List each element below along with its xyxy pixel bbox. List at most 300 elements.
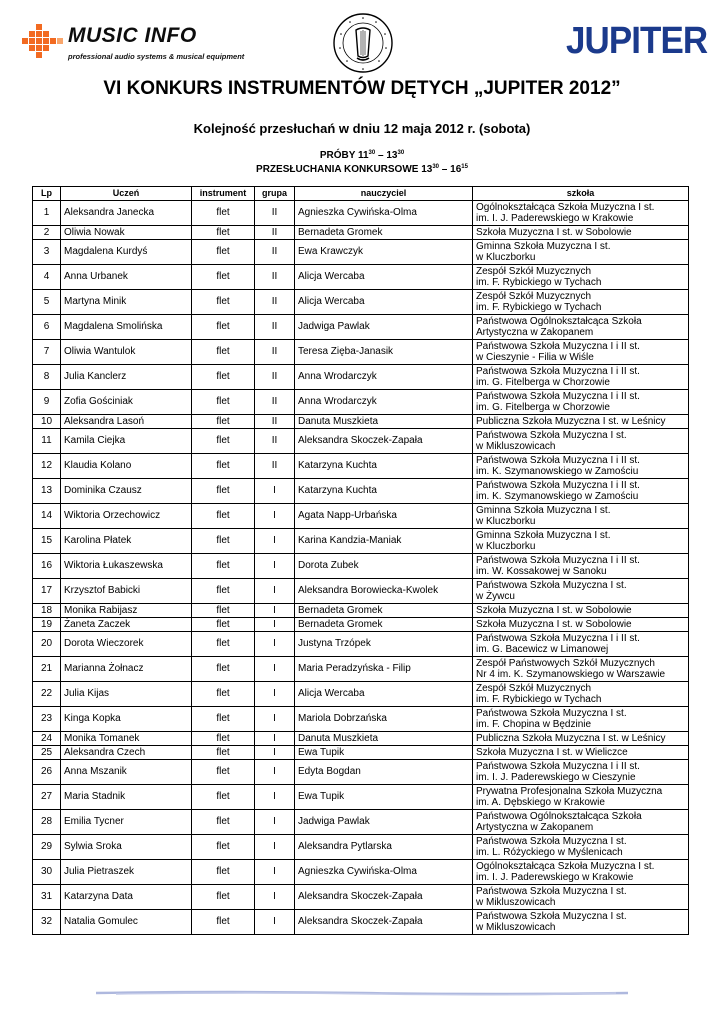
table-row <box>33 657 689 682</box>
szkola-line-1: Zespół Szkół Muzycznych <box>476 290 592 302</box>
table-header-row <box>33 187 689 201</box>
szkola-line-2: im. G. Bacewicz w Limanowej <box>476 644 609 655</box>
cell-nauczyciel: Edyta Bogdan <box>295 760 473 785</box>
table-row <box>33 810 689 835</box>
table-row <box>33 682 689 707</box>
cell-instrument: flet <box>192 732 255 746</box>
cell-instrument: flet <box>192 365 255 390</box>
cell-instrument: flet <box>192 554 255 579</box>
szkola-line-1: Publiczna Szkoła Muzyczna I st. w Leśnicy <box>476 415 666 427</box>
cell-uczen: Martyna Minik <box>61 290 192 315</box>
cell-grupa: I <box>255 810 295 835</box>
cell-lp: 6 <box>33 315 61 340</box>
cell-szkola <box>473 657 689 682</box>
cell-nauczyciel: Anna Wrodarczyk <box>295 365 473 390</box>
cell-uczen: Monika Tomanek <box>61 732 192 746</box>
cell-lp: 21 <box>33 657 61 682</box>
cell-nauczyciel: Bernadeta Gromek <box>295 226 473 240</box>
cell-szkola <box>473 554 689 579</box>
table-row <box>33 240 689 265</box>
cell-instrument: flet <box>192 504 255 529</box>
cell-instrument: flet <box>192 529 255 554</box>
szkola-line-2: im. F. Rybickiego w Tychach <box>476 694 602 705</box>
footer-decorative-line <box>96 990 628 996</box>
cell-uczen: Karolina Płatek <box>61 529 192 554</box>
table-row <box>33 201 689 226</box>
table-row <box>33 885 689 910</box>
table-row <box>33 365 689 390</box>
table-body <box>33 201 689 935</box>
cell-nauczyciel: Katarzyna Kuchta <box>295 479 473 504</box>
table-row <box>33 265 689 290</box>
cell-szkola <box>473 226 689 240</box>
szkola-line-1: Państwowa Szkoła Muzyczna I st. <box>476 910 627 922</box>
szkola-line-2: im. F. Rybickiego w Tychach <box>476 302 602 313</box>
cell-szkola <box>473 504 689 529</box>
cell-lp: 32 <box>33 910 61 935</box>
szkola-line-1: Szkoła Muzyczna I st. w Sobolowie <box>476 618 632 630</box>
cell-nauczyciel: Teresa Zięba-Janasik <box>295 340 473 365</box>
cell-nauczyciel: Mariola Dobrzańska <box>295 707 473 732</box>
szkola-line-1: Państwowa Szkoła Muzyczna I st. <box>476 429 627 441</box>
table-row <box>33 835 689 860</box>
cell-lp: 14 <box>33 504 61 529</box>
szkola-line-1: Państwowa Ogólnokształcąca Szkoła <box>476 315 642 327</box>
cell-szkola <box>473 429 689 454</box>
cell-grupa: I <box>255 604 295 618</box>
cell-uczen: Zofia Gościniak <box>61 390 192 415</box>
table-row <box>33 315 689 340</box>
cell-instrument: flet <box>192 579 255 604</box>
cell-uczen: Aleksandra Janecka <box>61 201 192 226</box>
cell-uczen: Aleksandra Czech <box>61 746 192 760</box>
cell-szkola <box>473 707 689 732</box>
szkola-line-1: Gminna Szkoła Muzyczna I st. <box>476 240 611 252</box>
cell-uczen: Wiktoria Łukaszewska <box>61 554 192 579</box>
cell-instrument: flet <box>192 785 255 810</box>
cell-szkola <box>473 885 689 910</box>
cell-nauczyciel: Ewa Tupik <box>295 746 473 760</box>
cell-instrument: flet <box>192 632 255 657</box>
cell-lp: 13 <box>33 479 61 504</box>
cell-instrument: flet <box>192 618 255 632</box>
szkola-line-1: Państwowa Szkoła Muzyczna I i II st. <box>476 632 640 644</box>
szkola-line-1: Szkoła Muzyczna I st. w Sobolowie <box>476 604 632 616</box>
cell-uczen: Dominika Czausz <box>61 479 192 504</box>
cell-lp: 29 <box>33 835 61 860</box>
table-row <box>33 707 689 732</box>
szkola-line-2: w Żywcu <box>476 591 515 602</box>
cell-grupa: I <box>255 682 295 707</box>
cell-instrument: flet <box>192 240 255 265</box>
cell-nauczyciel: Bernadeta Gromek <box>295 618 473 632</box>
cell-szkola <box>473 618 689 632</box>
cell-nauczyciel: Jadwiga Pawlak <box>295 315 473 340</box>
cell-uczen: Wiktoria Orzechowicz <box>61 504 192 529</box>
cell-instrument: flet <box>192 315 255 340</box>
cell-lp: 16 <box>33 554 61 579</box>
cell-instrument: flet <box>192 707 255 732</box>
cell-grupa: I <box>255 618 295 632</box>
cell-uczen: Magdalena Kurdyś <box>61 240 192 265</box>
table-row <box>33 390 689 415</box>
cell-uczen: Anna Mszanik <box>61 760 192 785</box>
cell-grupa: II <box>255 429 295 454</box>
cell-instrument: flet <box>192 835 255 860</box>
cell-lp: 23 <box>33 707 61 732</box>
szkola-line-2: w Kluczborku <box>476 252 536 263</box>
cell-uczen: Oliwia Wantulok <box>61 340 192 365</box>
szkola-line-2: w Mikluszowicach <box>476 922 556 933</box>
cell-nauczyciel: Anna Wrodarczyk <box>295 390 473 415</box>
table-row <box>33 429 689 454</box>
cell-lp: 17 <box>33 579 61 604</box>
cell-grupa: I <box>255 504 295 529</box>
cell-lp: 8 <box>33 365 61 390</box>
szkola-line-1: Państwowa Szkoła Muzyczna I st. <box>476 885 627 897</box>
cell-uczen: Sylwia Sroka <box>61 835 192 860</box>
szkola-line-2: w Kluczborku <box>476 516 536 527</box>
cell-lp: 30 <box>33 860 61 885</box>
szkola-line-2: w Mikluszowicach <box>476 897 556 908</box>
cell-uczen: Marianna Żołnacz <box>61 657 192 682</box>
col-header-lp: Lp <box>33 187 61 201</box>
cell-grupa: II <box>255 365 295 390</box>
page-header <box>0 12 724 74</box>
cell-grupa: I <box>255 707 295 732</box>
cell-szkola <box>473 340 689 365</box>
cell-uczen: Julia Kijas <box>61 682 192 707</box>
school-seal-icon <box>332 12 394 74</box>
szkola-line-1: Państwowa Szkoła Muzyczna I i II st. <box>476 390 640 402</box>
szkola-line-1: Szkoła Muzyczna I st. w Sobolowie <box>476 226 632 238</box>
cell-grupa: II <box>255 315 295 340</box>
cell-szkola <box>473 479 689 504</box>
cell-lp: 9 <box>33 390 61 415</box>
cell-lp: 25 <box>33 746 61 760</box>
szkola-line-2: Artystyczna w Zakopanem <box>476 327 594 338</box>
cell-grupa: I <box>255 760 295 785</box>
table-row <box>33 732 689 746</box>
cell-instrument: flet <box>192 290 255 315</box>
cell-lp: 31 <box>33 885 61 910</box>
cell-instrument: flet <box>192 604 255 618</box>
cell-nauczyciel: Agnieszka Cywińska-Olma <box>295 201 473 226</box>
cell-uczen: Maria Stadnik <box>61 785 192 810</box>
cell-lp: 22 <box>33 682 61 707</box>
cell-nauczyciel: Agnieszka Cywińska-Olma <box>295 860 473 885</box>
table-row <box>33 746 689 760</box>
music-info-logo <box>22 22 245 68</box>
cell-uczen: Krzysztof Babicki <box>61 579 192 604</box>
cell-lp: 3 <box>33 240 61 265</box>
szkola-line-2: Nr 4 im. K. Szymanowskiego w Warszawie <box>476 669 666 680</box>
szkola-line-2: im. I. J. Paderewskiego w Krakowie <box>476 213 634 224</box>
szkola-line-2: im. I. J. Paderewskiego w Krakowie <box>476 872 634 883</box>
cell-uczen: Aleksandra Lasoń <box>61 415 192 429</box>
cell-uczen: Monika Rabijasz <box>61 604 192 618</box>
cell-grupa: I <box>255 632 295 657</box>
rehearsal-time: PRÓBY $11^{30} - 13^{30}$ <box>319 150 405 161</box>
szkola-line-1: Państwowa Szkoła Muzyczna I st. <box>476 707 627 719</box>
music-info-title: MUSIC INFO <box>68 24 197 47</box>
cell-grupa: II <box>255 290 295 315</box>
table-row <box>33 618 689 632</box>
cell-szkola <box>473 201 689 226</box>
cell-grupa: II <box>255 265 295 290</box>
cell-instrument: flet <box>192 415 255 429</box>
cell-instrument: flet <box>192 429 255 454</box>
cell-lp: 27 <box>33 785 61 810</box>
cell-lp: 2 <box>33 226 61 240</box>
cell-nauczyciel: Justyna Trzópek <box>295 632 473 657</box>
table-row <box>33 860 689 885</box>
cell-nauczyciel: Danuta Muszkieta <box>295 415 473 429</box>
cell-nauczyciel: Ewa Tupik <box>295 785 473 810</box>
cell-lp: 15 <box>33 529 61 554</box>
szkola-line-2: im. F. Chopina w Będzinie <box>476 719 592 730</box>
szkola-line-1: Państwowa Ogólnokształcąca Szkoła <box>476 810 642 822</box>
szkola-line-2: w Mikluszowicach <box>476 441 556 452</box>
cell-szkola <box>473 315 689 340</box>
cell-szkola <box>473 746 689 760</box>
szkola-line-2: im. K. Szymanowskiego w Zamościu <box>476 466 639 477</box>
cell-uczen: Klaudia Kolano <box>61 454 192 479</box>
cell-nauczyciel: Aleksandra Skoczek-Zapała <box>295 429 473 454</box>
cell-grupa: II <box>255 454 295 479</box>
cell-grupa: II <box>255 201 295 226</box>
szkola-line-1: Zespół Państwowych Szkół Muzycznych <box>476 657 655 669</box>
szkola-line-1: Państwowa Szkoła Muzyczna I i II st. <box>476 340 640 352</box>
szkola-line-2: im. G. Fitelberga w Chorzowie <box>476 402 610 413</box>
cell-nauczyciel: Alicja Wercaba <box>295 290 473 315</box>
table-row <box>33 479 689 504</box>
cell-uczen: Kinga Kopka <box>61 707 192 732</box>
table-row <box>33 504 689 529</box>
cell-instrument: flet <box>192 657 255 682</box>
cell-szkola <box>473 529 689 554</box>
cell-uczen: Emilia Tycner <box>61 810 192 835</box>
szkola-line-2: w Kluczborku <box>476 541 536 552</box>
szkola-line-2: im. F. Rybickiego w Tychach <box>476 277 602 288</box>
cell-instrument: flet <box>192 682 255 707</box>
cell-grupa: I <box>255 732 295 746</box>
cell-grupa: I <box>255 479 295 504</box>
cell-uczen: Anna Urbanek <box>61 265 192 290</box>
cell-grupa: I <box>255 746 295 760</box>
cell-lp: 28 <box>33 810 61 835</box>
cell-uczen: Dorota Wieczorek <box>61 632 192 657</box>
cell-szkola <box>473 415 689 429</box>
cell-nauczyciel: Aleksandra Borowiecka-Kwolek <box>295 579 473 604</box>
cell-grupa: II <box>255 390 295 415</box>
cell-nauczyciel: Aleksandra Skoczek-Zapała <box>295 910 473 935</box>
cell-szkola <box>473 732 689 746</box>
szkola-line-1: Państwowa Szkoła Muzyczna I i II st. <box>476 554 640 566</box>
table-row <box>33 579 689 604</box>
cell-uczen: Natalia Gomulec <box>61 910 192 935</box>
cell-grupa: I <box>255 657 295 682</box>
szkola-line-1: Zespół Szkół Muzycznych <box>476 265 592 277</box>
cell-szkola <box>473 632 689 657</box>
table-row <box>33 290 689 315</box>
cell-nauczyciel: Maria Peradzyńska - Filip <box>295 657 473 682</box>
cell-uczen: Magdalena Smolińska <box>61 315 192 340</box>
cell-lp: 10 <box>33 415 61 429</box>
cell-nauczyciel: Ewa Krawczyk <box>295 240 473 265</box>
cell-grupa: I <box>255 785 295 810</box>
cell-szkola <box>473 785 689 810</box>
szkola-line-1: Państwowa Szkoła Muzyczna I i II st. <box>476 365 640 377</box>
table-row <box>33 415 689 429</box>
cell-grupa: II <box>255 340 295 365</box>
cell-szkola <box>473 265 689 290</box>
szkola-line-1: Państwowa Szkoła Muzyczna I st. <box>476 835 627 847</box>
szkola-line-2: im. A. Dębskiego w Krakowie <box>476 797 605 808</box>
cell-nauczyciel: Aleksandra Pytlarska <box>295 835 473 860</box>
szkola-line-2: im. G. Fitelberga w Chorzowie <box>476 377 610 388</box>
cell-szkola <box>473 910 689 935</box>
audition-table <box>32 186 689 935</box>
cell-grupa: II <box>255 240 295 265</box>
cell-szkola <box>473 579 689 604</box>
szkola-line-2: im. L. Różyckiego w Myślenicach <box>476 847 623 858</box>
table-row <box>33 554 689 579</box>
szkola-line-1: Publiczna Szkoła Muzyczna I st. w Leśnicy <box>476 732 666 744</box>
table-row <box>33 760 689 785</box>
table-row <box>33 340 689 365</box>
cell-nauczyciel: Aleksandra Skoczek-Zapała <box>295 885 473 910</box>
cell-szkola <box>473 365 689 390</box>
col-header-grupa: grupa <box>255 187 295 201</box>
cell-nauczyciel: Danuta Muszkieta <box>295 732 473 746</box>
cell-instrument: flet <box>192 760 255 785</box>
cell-lp: 7 <box>33 340 61 365</box>
cell-szkola <box>473 682 689 707</box>
cell-instrument: flet <box>192 265 255 290</box>
cell-nauczyciel: Alicja Wercaba <box>295 265 473 290</box>
szkola-line-1: Zespół Szkół Muzycznych <box>476 682 592 694</box>
cell-szkola <box>473 240 689 265</box>
table-row <box>33 785 689 810</box>
cell-lp: 18 <box>33 604 61 618</box>
cell-lp: 24 <box>33 732 61 746</box>
cell-szkola <box>473 835 689 860</box>
table-row <box>33 454 689 479</box>
cell-grupa: I <box>255 910 295 935</box>
cell-grupa: I <box>255 885 295 910</box>
cell-instrument: flet <box>192 479 255 504</box>
col-header-nauczyciel: nauczyciel <box>295 187 473 201</box>
szkola-line-1: Prywatna Profesjonalna Szkoła Muzyczna <box>476 785 663 797</box>
szkola-line-2: im. I. J. Paderewskiego w Cieszynie <box>476 772 636 783</box>
cell-instrument: flet <box>192 885 255 910</box>
cell-nauczyciel: Jadwiga Pawlak <box>295 810 473 835</box>
szkola-line-2: im. W. Kossakowej w Sanoku <box>476 566 607 577</box>
szkola-line-1: Ogólnokształcąca Szkoła Muzyczna I st. <box>476 860 655 872</box>
cell-szkola <box>473 760 689 785</box>
col-header-szkola: szkoła <box>473 187 689 201</box>
cell-nauczyciel: Dorota Zubek <box>295 554 473 579</box>
table-row <box>33 910 689 935</box>
cell-instrument: flet <box>192 390 255 415</box>
cell-grupa: I <box>255 579 295 604</box>
cell-uczen: Kamila Ciejka <box>61 429 192 454</box>
cell-lp: 26 <box>33 760 61 785</box>
cell-lp: 19 <box>33 618 61 632</box>
cell-instrument: flet <box>192 910 255 935</box>
cell-instrument: flet <box>192 201 255 226</box>
cell-grupa: I <box>255 835 295 860</box>
szkola-line-2: im. K. Szymanowskiego w Zamościu <box>476 491 639 502</box>
cell-uczen: Katarzyna Data <box>61 885 192 910</box>
szkola-line-2: Artystyczna w Zakopanem <box>476 822 594 833</box>
cell-grupa: II <box>255 226 295 240</box>
music-info-subtitle: professional audio systems & musical equipment <box>68 52 245 61</box>
szkola-line-1: Państwowa Szkoła Muzyczna I i II st. <box>476 479 640 491</box>
cell-instrument: flet <box>192 454 255 479</box>
cell-nauczyciel: Alicja Wercaba <box>295 682 473 707</box>
cell-lp: 12 <box>33 454 61 479</box>
cell-szkola <box>473 390 689 415</box>
szkola-line-1: Państwowa Szkoła Muzyczna I i II st. <box>476 760 640 772</box>
cell-uczen: Julia Kanclerz <box>61 365 192 390</box>
cell-nauczyciel: Katarzyna Kuchta <box>295 454 473 479</box>
table-row <box>33 632 689 657</box>
col-header-uczen: Uczeń <box>61 187 192 201</box>
cell-nauczyciel: Karina Kandzia-Maniak <box>295 529 473 554</box>
table-row <box>33 529 689 554</box>
cell-lp: 5 <box>33 290 61 315</box>
cell-lp: 1 <box>33 201 61 226</box>
cell-uczen: Julia Pietraszek <box>61 860 192 885</box>
jupiter-logo: JUPITER <box>566 20 708 62</box>
cell-szkola <box>473 860 689 885</box>
szkola-line-1: Szkoła Muzyczna I st. w Wieliczce <box>476 746 628 758</box>
szkola-line-1: Państwowa Szkoła Muzyczna I i II st. <box>476 454 640 466</box>
cell-nauczyciel: Agata Napp-Urbańska <box>295 504 473 529</box>
cell-instrument: flet <box>192 746 255 760</box>
table-row <box>33 604 689 618</box>
col-header-instrument: instrument <box>192 187 255 201</box>
cell-szkola <box>473 290 689 315</box>
cell-instrument: flet <box>192 226 255 240</box>
audition-time: PRZESŁUCHANIA KONKURSOWE $13^{30} - 16^{15}$ <box>256 164 468 175</box>
cell-szkola <box>473 810 689 835</box>
cell-nauczyciel: Bernadeta Gromek <box>295 604 473 618</box>
music-info-squares-icon <box>22 24 64 64</box>
cell-uczen: Oliwia Nowak <box>61 226 192 240</box>
cell-uczen: Żaneta Zaczek <box>61 618 192 632</box>
cell-instrument: flet <box>192 340 255 365</box>
cell-instrument: flet <box>192 860 255 885</box>
szkola-line-2: w Cieszynie - Filia w Wiśle <box>476 352 594 363</box>
document-subtitle: Kolejność przesłuchań w dniu 12 maja 2012 r. (sobota) <box>193 121 531 136</box>
cell-lp: 20 <box>33 632 61 657</box>
cell-grupa: I <box>255 529 295 554</box>
cell-instrument: flet <box>192 810 255 835</box>
szkola-line-1: Ogólnokształcąca Szkoła Muzyczna I st. <box>476 201 655 213</box>
cell-lp: 4 <box>33 265 61 290</box>
cell-szkola <box>473 604 689 618</box>
cell-grupa: II <box>255 415 295 429</box>
cell-lp: 11 <box>33 429 61 454</box>
cell-grupa: I <box>255 554 295 579</box>
document-title: VI KONKURS INSTRUMENTÓW DĘTYCH „JUPITER 2012” <box>103 78 621 99</box>
szkola-line-1: Gminna Szkoła Muzyczna I st. <box>476 504 611 516</box>
table-row <box>33 226 689 240</box>
szkola-line-1: Państwowa Szkoła Muzyczna I st. <box>476 579 627 591</box>
